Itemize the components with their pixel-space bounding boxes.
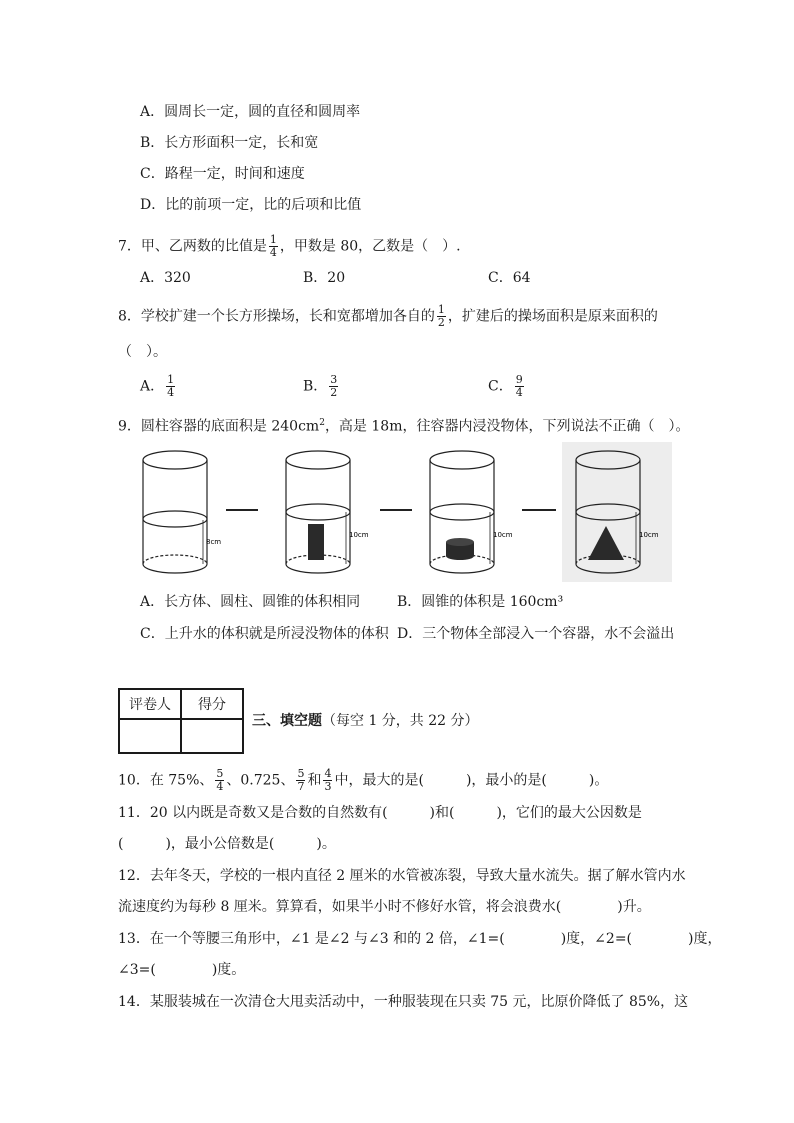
q10-fraction-2: $\frac{5}{7}$	[297, 767, 305, 793]
q7-option-a: A．320	[140, 270, 191, 286]
score-table-grader-cell[interactable]	[119, 719, 181, 753]
q9-option-d: D．三个物体全部浸入一个容器，水不会溢出	[397, 626, 675, 642]
q6-option-a: A．圆周长一定，圆的直径和圆周率	[140, 104, 361, 120]
question-11-line-2: ( )，最小公倍数是( )。	[118, 836, 336, 852]
question-8	[118, 304, 658, 329]
score-table-grader-header: 评卷人	[119, 689, 181, 719]
q8-option-c: C． $\frac{9}{4}$	[488, 373, 523, 399]
q7-text-post: ，甲数是 80，乙数是（ ）.	[279, 238, 461, 255]
q9-superscript: 2	[319, 418, 325, 428]
q8-option-b: B． $\frac{3}{2}$	[303, 373, 338, 399]
score-table-score-header: 得分	[181, 689, 243, 719]
q8-option-c-fraction: $\frac{9}{4}$	[515, 373, 523, 399]
cylinder-figure	[118, 442, 672, 582]
question-12-line-1: 12．去年冬天，学校的一根内直径 2 厘米的水管被冻裂，导致大量水流失。据了解水管内水	[118, 868, 686, 884]
question-14-line-1: 14．某服装城在一次清仓大甩卖活动中，一种服装现在只卖 75 元，比原价降低了 85%，这	[118, 994, 689, 1010]
cylinder-1	[143, 451, 207, 573]
cylinder-object	[446, 538, 474, 560]
q10-fraction-1: $\frac{5}{4}$	[216, 767, 224, 793]
q8-text-post: ，扩建后的操场面积是原来面积的	[447, 308, 658, 325]
q10-fraction-3: $\frac{4}{3}$	[324, 767, 332, 793]
question-10: 10．在 75%、 $\frac{5}{4}$ 、0.725、 $\frac{5}{7}$ 和 $\frac{4}{3}$ 中，最大的是( )，最小的是( )。	[118, 767, 609, 793]
score-table	[118, 688, 244, 754]
q9-option-c: C．上升水的体积就是所浸没物体的体积	[140, 626, 389, 642]
question-9	[118, 413, 689, 437]
cyl4-label: 10cm	[639, 531, 659, 539]
q8-fraction: $\frac{1}{2}$	[437, 303, 445, 329]
q7-fraction: $\frac{1}{4}$	[269, 233, 277, 259]
section-heading: 三、填空题	[252, 713, 322, 729]
section-note: （每空 1 分，共 22 分）	[322, 713, 479, 729]
cyl1-label: 8cm	[206, 538, 222, 546]
question-13-line-2: ∠3=( )度。	[118, 962, 246, 978]
q8-option-b-fraction: $\frac{3}{2}$	[330, 373, 338, 399]
q7-text-pre: 7．甲、乙两数的比值是	[118, 238, 267, 255]
q8-option-a-fraction: $\frac{1}{4}$	[167, 373, 175, 399]
q6-option-d: D．比的前项一定，比的后项和比值	[140, 197, 362, 213]
q6-option-c: C．路程一定，时间和速度	[140, 166, 305, 182]
cyl3-label: 10cm	[493, 531, 513, 539]
q8-option-a: A． $\frac{1}{4}$	[140, 373, 175, 399]
question-11-line-1: 11．20 以内既是奇数又是合数的自然数有( )和( )，它们的最大公因数是	[118, 805, 642, 821]
score-table-score-cell[interactable]	[181, 719, 243, 753]
question-7	[118, 234, 461, 259]
q9-option-b: B．圆锥的体积是 160cm³	[397, 594, 564, 610]
cyl2-label: 10cm	[349, 531, 369, 539]
q7-option-b: B．20	[303, 270, 346, 286]
q9-text-post: ，高是 18m，往容器内浸没物体，下列说法不正确（ ）。	[324, 418, 690, 435]
cuboid-object	[308, 524, 324, 560]
q9-option-a: A．长方体、圆柱、圆锥的体积相同	[140, 594, 361, 610]
question-12-line-2: 流速度约为每秒 8 厘米。算算看，如果半小时不修好水管，将会浪费水( )升。	[118, 899, 651, 915]
section-title	[252, 710, 479, 730]
question-13-line-1: 13．在一个等腰三角形中，∠1 是∠2 与∠3 和的 2 倍，∠1=( )度，∠2=( )度，	[118, 931, 722, 947]
q8-line-2: （ ）。	[118, 344, 167, 360]
q6-option-b: B．长方形面积一定，长和宽	[140, 135, 319, 151]
q9-text-pre: 9．圆柱容器的底面积是 240cm	[118, 418, 320, 435]
q7-option-c: C．64	[488, 270, 531, 286]
q8-text-pre: 8．学校扩建一个长方形操场，长和宽都增加各自的	[118, 308, 435, 325]
